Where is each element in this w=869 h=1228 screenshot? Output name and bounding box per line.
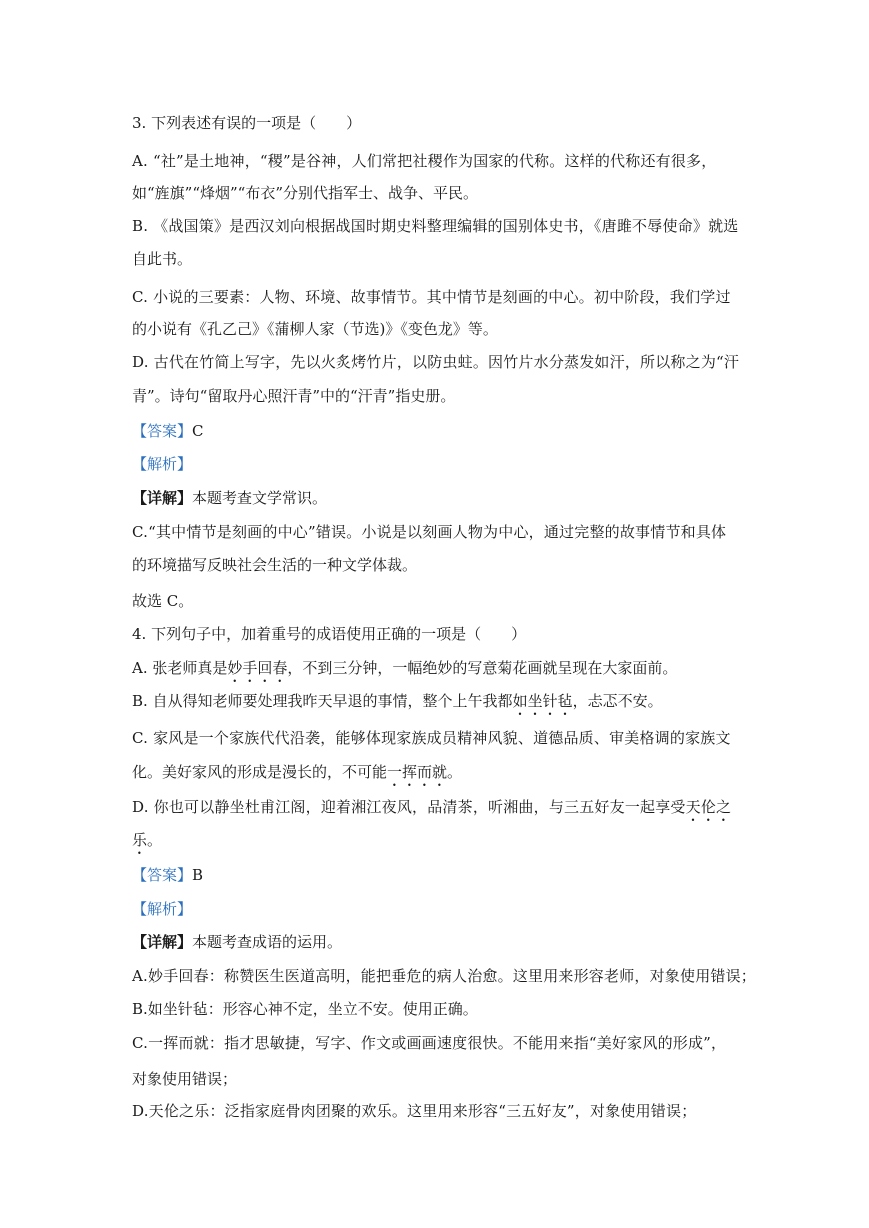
detail-text: 本题考查文学常识。: [192, 489, 328, 507]
option-text: 化。美好家风的形成是漫长的，不可能: [132, 763, 388, 781]
q4-option-c-line1: C. 家风是一个家族代代沿袭，能够体现家族成员精神风貌、道德品质、审美格调的家族文: [132, 729, 731, 747]
q3-option-a-line1: A. “社”是土地神，“稷”是谷神，人们常把社稷作为国家的代称。这样的代称还有很多，: [132, 152, 717, 170]
emphasized-idiom: 妙手回春: [227, 659, 288, 677]
q4-option-d-line1: [132, 797, 742, 819]
emphasized-idiom: 一挥而就: [387, 763, 448, 781]
q4-detail: [132, 932, 742, 954]
emphasized-idiom: 如坐针毡: [512, 692, 573, 710]
emphasized-idiom: 乐: [132, 831, 148, 849]
answer-tag: 【答案】: [132, 422, 193, 440]
q3-option-c-line1: C. 小说的三要素：人物、环境、故事情节。其中情节是刻画的中心。初中阶段，我们学过: [132, 288, 731, 306]
q4-option-a: [132, 658, 742, 680]
q3-explanation-line1: C.“其中情节是刻画的中心”错误。小说是以刻画人物为中心，通过完整的故事情节和具体: [132, 523, 727, 541]
q4-analysis-tag: 【解析】: [132, 900, 193, 918]
q3-stem: 3. 下列表述有误的一项是（ ）: [132, 114, 362, 132]
answer-value: B: [192, 866, 204, 884]
q4-explanation-c-line2: 对象使用错误；: [132, 1070, 238, 1088]
q4-option-b: [132, 691, 742, 713]
q4-answer: [132, 865, 742, 887]
q3-option-d-line1: D. 古代在竹简上写字，先以火炙烤竹片，以防虫蛀。因竹片水分蒸发如汗，所以称之为“汗: [132, 353, 740, 371]
option-text: ，忐忑不安。: [572, 692, 663, 710]
q3-analysis-tag: 【解析】: [132, 455, 193, 473]
q4-explanation-d: D.天伦之乐：泛指家庭骨肉团聚的欢乐。这里用来形容“三五好友”，对象使用错误；: [132, 1102, 697, 1120]
detail-text: 本题考查成语的运用。: [192, 933, 343, 951]
q3-answer: [132, 421, 742, 443]
q4-explanation-c-line1: C.一挥而就：指才思敏捷，写字、作文或画画速度很快。不能用来指“美好家风的形成”，: [132, 1034, 727, 1052]
answer-tag: 【答案】: [132, 866, 193, 884]
option-text: 。: [447, 763, 463, 781]
option-text: ，不到三分钟，一幅绝妙的写意菊花画就呈现在大家面前。: [287, 659, 678, 677]
q3-conclusion: 故选 C。: [132, 592, 194, 610]
q3-option-b-line1: B. 《战国策》是西汉刘向根据战国时期史料整理编辑的国别体史书，《唐雎不辱使命》就选: [132, 217, 739, 235]
q3-option-d-line2: 青”。诗句“留取丹心照汗青”中的“汗青”指史册。: [132, 387, 456, 405]
answer-value: C: [192, 422, 204, 440]
option-text: A. 张老师真是: [132, 659, 228, 677]
q3-explanation-line2: 的环境描写反映社会生活的一种文学体裁。: [132, 556, 418, 574]
q4-explanation-b: B.如坐针毡：形容心神不定，坐立不安。使用正确。: [132, 1000, 478, 1018]
detail-tag: 【详解】: [132, 933, 193, 951]
q3-option-a-line2: 如“旌旗”“烽烟”“布衣”分别代指军士、战争、平民。: [132, 184, 479, 202]
option-text: D. 你也可以静坐杜甫江阁，迎着湘江夜风，品清茶，听湘曲，与三五好友一起享受: [132, 798, 686, 816]
q4-option-d-line2: [132, 830, 742, 852]
detail-tag: 【详解】: [132, 489, 193, 507]
option-text: B. 自从得知老师要处理我昨天早退的事情，整个上午我都: [132, 692, 513, 710]
q4-stem: 4. 下列句子中，加着重号的成语使用正确的一项是（ ）: [132, 625, 527, 643]
q3-option-c-line2: 的小说有《孔乙己》《蒲柳人家（节选)》《变色龙》等。: [132, 320, 498, 338]
q4-option-c-line2: [132, 762, 742, 784]
option-text: 。: [147, 831, 163, 849]
q3-detail: [132, 488, 742, 510]
q3-option-b-line2: 自此书。: [132, 250, 193, 268]
q4-explanation-a: A.妙手回春：称赞医生医道高明，能把垂危的病人治愈。这里用来形容老师，对象使用错误；: [132, 967, 757, 985]
emphasized-idiom: 天伦之: [685, 798, 732, 816]
